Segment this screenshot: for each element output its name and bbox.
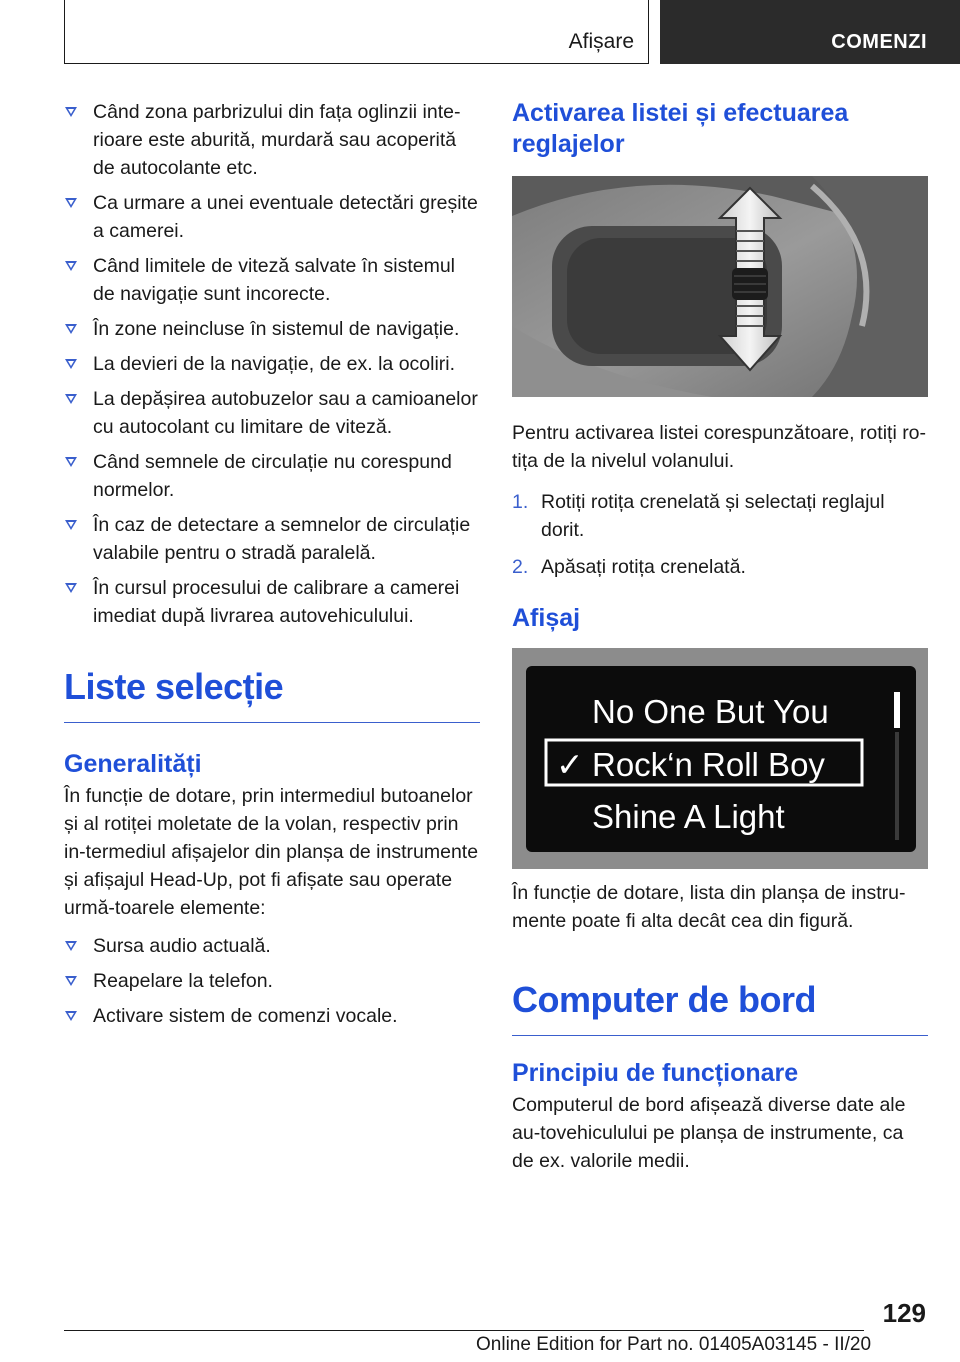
list-item: Reapelare la telefon. [64,967,480,995]
paragraph-principiu: Computerul de bord afișează diverse date ale au-tovehiculului pe planșa de instrumente, ca de ex. valorile medii. [512,1094,906,1172]
steering-wheel-thumbwheel-photo [512,176,928,397]
display-item-1: No One But You [592,693,829,730]
list-item: Când semnele de circulație nu corespund normelor. [64,448,480,504]
subsection-title-generalitati: Generalități [64,750,202,778]
list-item: Sursa audio actuală. [64,932,480,960]
triangle-bullet-icon [65,1011,77,1021]
triangle-bullet-icon [65,359,77,369]
right-column [512,98,928,1175]
paragraph-afisaj: În funcție de dotare, lista din planșa de instru-mente poate fi alta decât cea din figură. [512,882,906,932]
checkmark-icon: ✓ [556,745,584,784]
header-chapter-tab [660,0,960,64]
triangle-bullet-icon [65,941,77,951]
list-item: Când zona parbrizului din fața oglinzii inte-rioare este aburită, murdară sau acoperită de autocolante etc. [64,98,480,182]
subsection-title-afisaj: Afișaj [512,604,581,632]
step-number: 1. [512,491,529,513]
list-item: 2. Apăsați rotița crenelată. [512,553,928,581]
list-item: 1. Rotiți rotița crenelată și selectați reglajul dorit. [512,488,928,544]
bullet-list-elements [64,932,480,1030]
list-item: Când limitele de viteză salvate în sistemul de navigație sunt incorecte. [64,252,480,308]
list-item: La devieri de la navigație, de ex. la ocoliri. [64,350,480,378]
section-title-computer-de-bord: Computer de bord [512,979,928,1036]
header-tab [64,0,649,64]
triangle-bullet-icon [65,198,77,208]
scroll-indicator [894,692,900,728]
left-column [64,98,480,1037]
triangle-bullet-icon [65,520,77,530]
footer-divider [64,1330,864,1331]
steps-list [512,488,928,581]
header-chapter-label: COMENZI [831,31,927,53]
display-item-3: Shine A Light [592,798,785,835]
list-item: La depășirea autobuzelor sau a camioanelor cu autocolant cu limitare de viteză. [64,385,480,441]
list-item: Activare sistem de comenzi vocale. [64,1002,480,1030]
bullet-list-limitations [64,98,480,630]
paragraph-activarea: Pentru activarea listei corespunzătoare, rotiți ro-tița de la nivelul volanului. [512,422,927,472]
triangle-bullet-icon [65,261,77,271]
triangle-bullet-icon [65,457,77,467]
list-item: În cursul procesului de calibrare a camerei imediat după livrarea autovehiculului. [64,574,480,630]
list-item: În zone neincluse în sistemul de navigație. [64,315,480,343]
subsection-title-principiu: Principiu de funcționare [512,1059,799,1087]
list-item: În caz de detectare a semnelor de circulație valabile pentru o stradă paralelă. [64,511,480,567]
footer-edition: Online Edition for Part no. 01405A03145 - II/20 [476,1334,872,1355]
triangle-bullet-icon [65,976,77,986]
display-item-2: Rock‘n Roll Boy [592,746,825,783]
step-number: 2. [512,556,529,578]
subsection-title-activarea: Activarea listei și efectuarea reglajelor [512,99,849,158]
paragraph-generalitati: În funcție de dotare, prin intermediul butoanelor și al rotiței moletate de la volan, respectiv prin in-termediul afișajelor din planșa de instrumente și afișajul Head-Up, pot fi afișate sau operate urmă-toarele elemente: [64,785,479,919]
triangle-bullet-icon [65,324,77,334]
triangle-bullet-icon [65,394,77,404]
list-item: Ca urmare a unei eventuale detectări greșite a camerei. [64,189,480,245]
triangle-bullet-icon [65,583,77,593]
page-number: 129 [882,1298,926,1328]
header-section-label: Afișare [568,30,634,53]
instrument-cluster-list-display [512,648,928,869]
section-title-liste-selectie: Liste selecție [64,666,480,723]
triangle-bullet-icon [65,107,77,117]
